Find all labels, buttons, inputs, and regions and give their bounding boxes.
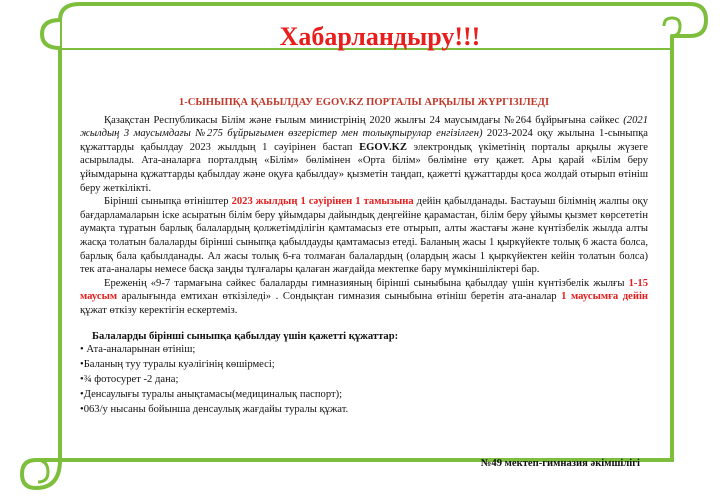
paragraph-3	[80, 277, 648, 318]
p1-text-b: (2021 жылдың 3 маусымдағы №275 бұйрығымен өзгерістер мен толықтырулар енгізілген)	[80, 114, 648, 140]
p3-text-a: Ереженің «9-7 тармағына сәйкес балаларды гимназияның бірінші сыныбына қабылдау үшін күнтізбелік жылғы	[104, 277, 629, 289]
document-item: • Ата-аналарынан өтініш;	[80, 344, 196, 356]
announcement-body	[80, 96, 648, 419]
paragraph-2	[80, 195, 648, 277]
p2-text-c: дейін қабылданады. Бастауыш білімнің жалпы оқу бағдарламаларын іске асыратын білім беру ұйымдары дайындық деңгейіне қарамастан, білім беру ұйымы қызмет көрсететін аумақта тұратын барлық балалардың қолжетімділігін қамтамасыз ете отырып, алты жастағы және күнтізбелік жылда алты жасқа толатын балаларды бірінші сыныпқа қабылдауды қамтамасыз етеді. Баланың жасы 1 қыркүйекте толық 6 жаста болса, барлық бала қабылданады. Ал жасы толық 6-ға толмаған балалардың (олардың жасы 1 қыркүйектен кейін толатын болса) тек ата-аналары немесе басқа заңды тұлғалары қалаған жағдайда мектепке бару мүмкіншіліктері бар.	[80, 196, 648, 276]
announcement-heading: 1-СЫНЫПҚА ҚАБЫЛДАУ EGOV.KZ ПОРТАЛЫ АРҚЫЛЫ ЖҮРГІЗІЛЕДІ	[178, 97, 550, 108]
p3-deadline: 1 маусымға дейін	[561, 291, 648, 303]
document-item: •Баланың туу туралы куәлігінің көшірмесі;	[80, 359, 275, 371]
signature: №49 мектеп-гимназия әкімшілігі	[480, 458, 640, 469]
document-item: •063/у нысаны бойынша денсаулық жағдайы туралы құжат.	[80, 404, 349, 416]
p1-text-c: 2023-2024 оқу жылына 1-сыныпқа құжаттарды қабылдау 2023 жылдың 1 сәуірінен бастап	[80, 128, 648, 153]
p3-text-c: аралығында емтихан өткізіледі» . Сондықтан гимназия сыныбына өтініш беретін ата-аналар	[117, 291, 562, 303]
document-item: •¾ фотосурет -2 дана;	[80, 374, 179, 386]
p1-text-a: Қазақстан Республикасы Білім және ғылым министрінің 2020 жылғы 24 маусымдағы №264 бұйрығына сәйкес	[104, 114, 624, 126]
paragraph-1	[80, 114, 648, 196]
scroll-body	[22, 48, 60, 488]
documents-list	[80, 343, 648, 418]
p3-text-e: құжат өткізу керектігін ескертеміз.	[80, 304, 238, 316]
documents-section	[80, 330, 648, 419]
documents-title: Балаларды бірінші сыныпқа қабылдау үшін қажетті құжаттар:	[92, 330, 399, 342]
scroll-left-curl	[42, 20, 60, 48]
p2-text-a: Бірінші сыныпқа өтініштер	[104, 196, 232, 208]
p2-dates: 2023 жылдың 1 сәуірінен 1 тамызына	[231, 196, 414, 208]
page-title: Хабарландыру!!!	[279, 22, 481, 51]
document-item: •Денсаулығы туралы анықтамасы(медициналық паспорт);	[80, 389, 343, 401]
p3-exam-dates: 1-15 маусым	[80, 277, 648, 303]
p1-egov: EGOV.KZ	[359, 141, 407, 153]
p1-text-e: электрондық үкіметінің порталы арқылы жүзеге асырылады. Ата-аналарға порталдың «Білім» бөлімінен «Орта білім» бөліміне өту қажет. Ары қарай «Білім беру ұйымдарына құжаттарды қабылдау және оқуға қабылдау» қызметін таңдап, қажетті құжаттарды қоса жолдай отырып өтініш беру жеткілікті.	[80, 141, 649, 194]
